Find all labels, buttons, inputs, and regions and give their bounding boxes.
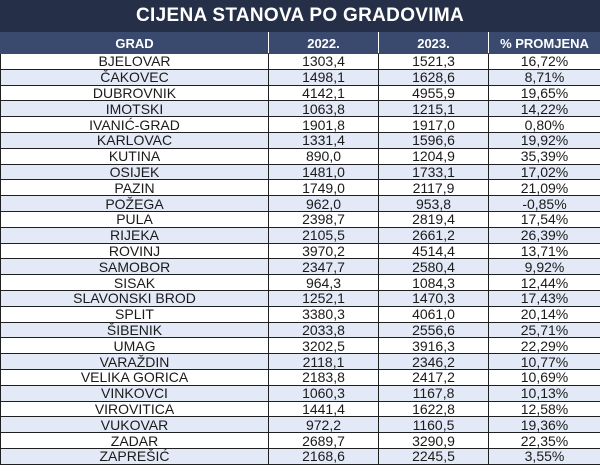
table-row	[1, 196, 600, 212]
cell-change: 9,92%	[489, 259, 600, 275]
cell-city: VUKOVAR	[1, 417, 269, 433]
column-header-city: GRAD	[1, 33, 269, 54]
cell-price-2022: 2168,6	[269, 448, 379, 464]
table-row	[1, 148, 600, 164]
table-row	[1, 132, 600, 148]
cell-price-2023: 2346,2	[379, 354, 489, 370]
cell-change: 35,39%	[489, 148, 600, 164]
cell-price-2022: 1901,8	[269, 117, 379, 133]
cell-change: 10,13%	[489, 385, 600, 401]
cell-change: 3,55%	[489, 448, 600, 464]
cell-price-2023: 4061,0	[379, 306, 489, 322]
cell-city: VIROVITICA	[1, 401, 269, 417]
cell-price-2023: 1160,5	[379, 417, 489, 433]
table-row	[1, 117, 600, 133]
cell-price-2023: 1596,6	[379, 132, 489, 148]
cell-city: POŽEGA	[1, 196, 269, 212]
table-row	[1, 401, 600, 417]
cell-change: 19,92%	[489, 132, 600, 148]
cell-price-2022: 1331,4	[269, 132, 379, 148]
cell-price-2022: 2105,5	[269, 227, 379, 243]
cell-change: 10,69%	[489, 369, 600, 385]
column-header-change: % PROMJENA	[489, 33, 600, 54]
cell-price-2023: 4955,9	[379, 85, 489, 101]
cell-price-2022: 2033,8	[269, 322, 379, 338]
table-title: CIJENA STANOVA PO GRADOVIMA	[0, 0, 600, 32]
cell-price-2023: 4514,4	[379, 243, 489, 259]
table-row	[1, 101, 600, 117]
cell-change: 14,22%	[489, 101, 600, 117]
cell-price-2023: 1521,3	[379, 54, 489, 70]
cell-price-2023: 2580,4	[379, 259, 489, 275]
cell-city: SLAVONSKI BROD	[1, 290, 269, 306]
cell-change: 12,44%	[489, 275, 600, 291]
table-row	[1, 448, 600, 464]
table-header	[1, 33, 600, 54]
table-row	[1, 164, 600, 180]
cell-change: 22,35%	[489, 433, 600, 449]
cell-change: 25,71%	[489, 322, 600, 338]
cell-price-2022: 1060,3	[269, 385, 379, 401]
cell-price-2022: 1441,4	[269, 401, 379, 417]
cell-price-2022: 3202,5	[269, 338, 379, 354]
cell-change: 19,36%	[489, 417, 600, 433]
cell-price-2022: 1303,4	[269, 54, 379, 70]
price-table	[0, 32, 600, 465]
cell-change: 22,29%	[489, 338, 600, 354]
table-row	[1, 85, 600, 101]
table-row	[1, 69, 600, 85]
cell-city: PULA	[1, 211, 269, 227]
cell-price-2022: 1498,1	[269, 69, 379, 85]
cell-city: RIJEKA	[1, 227, 269, 243]
cell-city: PAZIN	[1, 180, 269, 196]
cell-city: VARAŽDIN	[1, 354, 269, 370]
cell-price-2023: 1204,9	[379, 148, 489, 164]
cell-price-2023: 1215,1	[379, 101, 489, 117]
cell-change: -0,85%	[489, 196, 600, 212]
cell-city: ZAPREŠIĆ	[1, 448, 269, 464]
cell-city: ŠIBENIK	[1, 322, 269, 338]
cell-price-2022: 1252,1	[269, 290, 379, 306]
cell-city: BJELOVAR	[1, 54, 269, 70]
table-row	[1, 306, 600, 322]
cell-price-2022: 890,0	[269, 148, 379, 164]
cell-price-2022: 1749,0	[269, 180, 379, 196]
cell-city: IMOTSKI	[1, 101, 269, 117]
table-row	[1, 417, 600, 433]
header-row	[1, 33, 600, 54]
cell-price-2023: 1628,6	[379, 69, 489, 85]
cell-city: KARLOVAC	[1, 132, 269, 148]
cell-price-2023: 1167,8	[379, 385, 489, 401]
cell-city: OSIJEK	[1, 164, 269, 180]
table-row	[1, 354, 600, 370]
cell-price-2022: 3380,3	[269, 306, 379, 322]
cell-price-2022: 962,0	[269, 196, 379, 212]
cell-city: ČAKOVEC	[1, 69, 269, 85]
table-row	[1, 243, 600, 259]
cell-city: ZADAR	[1, 433, 269, 449]
cell-price-2023: 2417,2	[379, 369, 489, 385]
table-row	[1, 54, 600, 70]
cell-city: UMAG	[1, 338, 269, 354]
cell-price-2023: 1470,3	[379, 290, 489, 306]
cell-price-2022: 1063,8	[269, 101, 379, 117]
cell-price-2022: 2118,1	[269, 354, 379, 370]
table-row	[1, 322, 600, 338]
cell-city: VINKOVCI	[1, 385, 269, 401]
cell-price-2022: 2689,7	[269, 433, 379, 449]
column-header-2023: 2023.	[379, 33, 489, 54]
cell-change: 10,77%	[489, 354, 600, 370]
table-row	[1, 433, 600, 449]
cell-price-2022: 4142,1	[269, 85, 379, 101]
table-row	[1, 227, 600, 243]
cell-price-2022: 2398,7	[269, 211, 379, 227]
cell-price-2023: 2117,9	[379, 180, 489, 196]
cell-price-2022: 1481,0	[269, 164, 379, 180]
cell-change: 21,09%	[489, 180, 600, 196]
cell-city: VELIKA GORICA	[1, 369, 269, 385]
cell-change: 17,54%	[489, 211, 600, 227]
cell-price-2023: 1084,3	[379, 275, 489, 291]
table-row	[1, 385, 600, 401]
cell-price-2023: 1733,1	[379, 164, 489, 180]
cell-city: SISAK	[1, 275, 269, 291]
cell-city: IVANIĆ-GRAD	[1, 117, 269, 133]
cell-price-2023: 2661,2	[379, 227, 489, 243]
cell-change: 8,71%	[489, 69, 600, 85]
cell-city: KUTINA	[1, 148, 269, 164]
table-row	[1, 275, 600, 291]
column-header-2022: 2022.	[269, 33, 379, 54]
cell-change: 16,72%	[489, 54, 600, 70]
cell-change: 17,43%	[489, 290, 600, 306]
table-row	[1, 259, 600, 275]
table-row	[1, 338, 600, 354]
cell-change: 17,02%	[489, 164, 600, 180]
cell-change: 20,14%	[489, 306, 600, 322]
cell-city: SPLIT	[1, 306, 269, 322]
cell-price-2022: 3970,2	[269, 243, 379, 259]
cell-price-2023: 2245,5	[379, 448, 489, 464]
cell-price-2023: 1622,8	[379, 401, 489, 417]
cell-price-2023: 1917,0	[379, 117, 489, 133]
table-row	[1, 369, 600, 385]
table-body	[1, 54, 600, 465]
cell-city: ROVINJ	[1, 243, 269, 259]
cell-price-2022: 2183,8	[269, 369, 379, 385]
cell-price-2022: 2347,7	[269, 259, 379, 275]
cell-change: 19,65%	[489, 85, 600, 101]
table-row	[1, 180, 600, 196]
cell-price-2023: 3290,9	[379, 433, 489, 449]
cell-price-2023: 953,8	[379, 196, 489, 212]
table-row	[1, 211, 600, 227]
cell-city: DUBROVNIK	[1, 85, 269, 101]
table-row	[1, 290, 600, 306]
cell-city: SAMOBOR	[1, 259, 269, 275]
cell-change: 26,39%	[489, 227, 600, 243]
cell-price-2023: 3916,3	[379, 338, 489, 354]
cell-price-2023: 2819,4	[379, 211, 489, 227]
cell-price-2023: 2556,6	[379, 322, 489, 338]
cell-price-2022: 972,2	[269, 417, 379, 433]
cell-change: 0,80%	[489, 117, 600, 133]
cell-change: 13,71%	[489, 243, 600, 259]
cell-change: 12,58%	[489, 401, 600, 417]
cell-price-2022: 964,3	[269, 275, 379, 291]
